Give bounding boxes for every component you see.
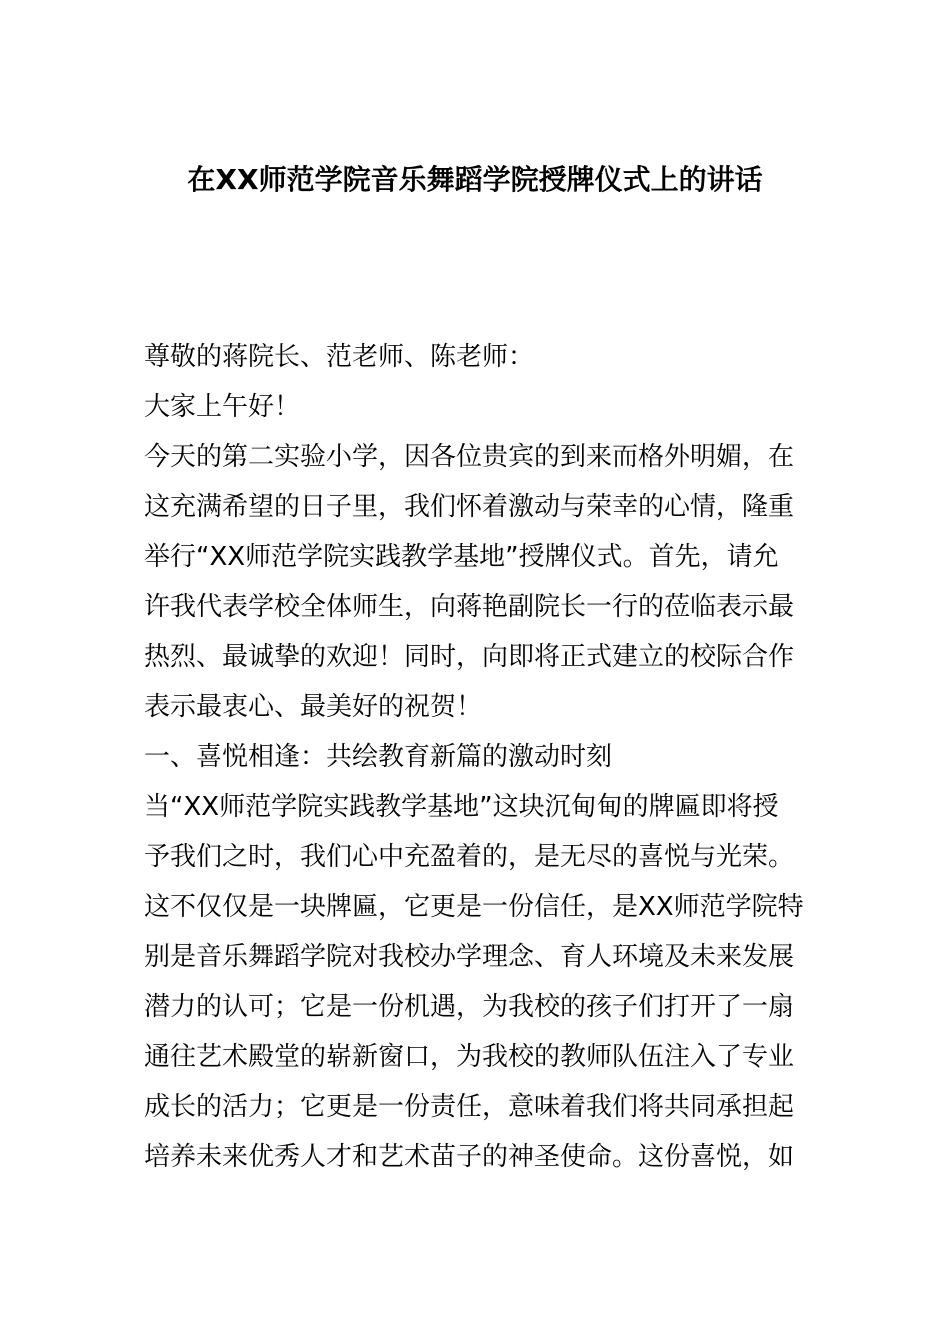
paragraph-line: 许我代表学校全体师生，向蒋艳副院长一行的莅临表示最 [144, 592, 795, 622]
paragraph-line: 别是音乐舞蹈学院对我校办学理念、育人环境及未来发展 [144, 942, 795, 972]
document-body [144, 332, 808, 1182]
paragraph-line: 这充满希望的日子里，我们怀着激动与荣幸的心情，隆重 [144, 492, 795, 522]
document-title: 在XX师范学院音乐舞蹈学院授牌仪式上的讲话 [187, 163, 763, 196]
salutation-line: 尊敬的蒋院长、范老师、陈老师： [144, 342, 535, 372]
paragraph-line: 当“XX师范学院实践教学基地”这块沉甸甸的牌匾即将授 [144, 792, 779, 822]
paragraph-line: 通往艺术殿堂的崭新窗口，为我校的教师队伍注入了专业 [144, 1042, 795, 1072]
paragraph-line: 表示最衷心、最美好的祝贺！ [144, 692, 483, 722]
paragraph-line: 热烈、最诚挚的欢迎！同时，向即将正式建立的校际合作 [144, 642, 795, 672]
section-heading: 一、喜悦相逢：共绘教育新篇的激动时刻 [144, 742, 613, 772]
paragraph-line: 举行“XX师范学院实践教学基地”授牌仪式。首先，请允 [144, 542, 779, 572]
paragraph-line: 予我们之时，我们心中充盈着的，是无尽的喜悦与光荣。 [144, 842, 795, 872]
paragraph-line: 成长的活力；它更是一份责任，意味着我们将共同承担起 [144, 1092, 795, 1122]
paragraph-line: 这不仅仅是一块牌匾，它更是一份信任，是XX师范学院特 [144, 892, 804, 922]
paragraph-line: 潜力的认可；它是一份机遇，为我校的孩子们打开了一扇 [144, 992, 795, 1022]
paragraph-line: 培养未来优秀人才和艺术苗子的神圣使命。这份喜悦，如 [144, 1142, 795, 1172]
paragraph-line: 今天的第二实验小学，因各位贵宾的到来而格外明媚，在 [144, 442, 795, 472]
greeting-line: 大家上午好！ [144, 392, 301, 422]
